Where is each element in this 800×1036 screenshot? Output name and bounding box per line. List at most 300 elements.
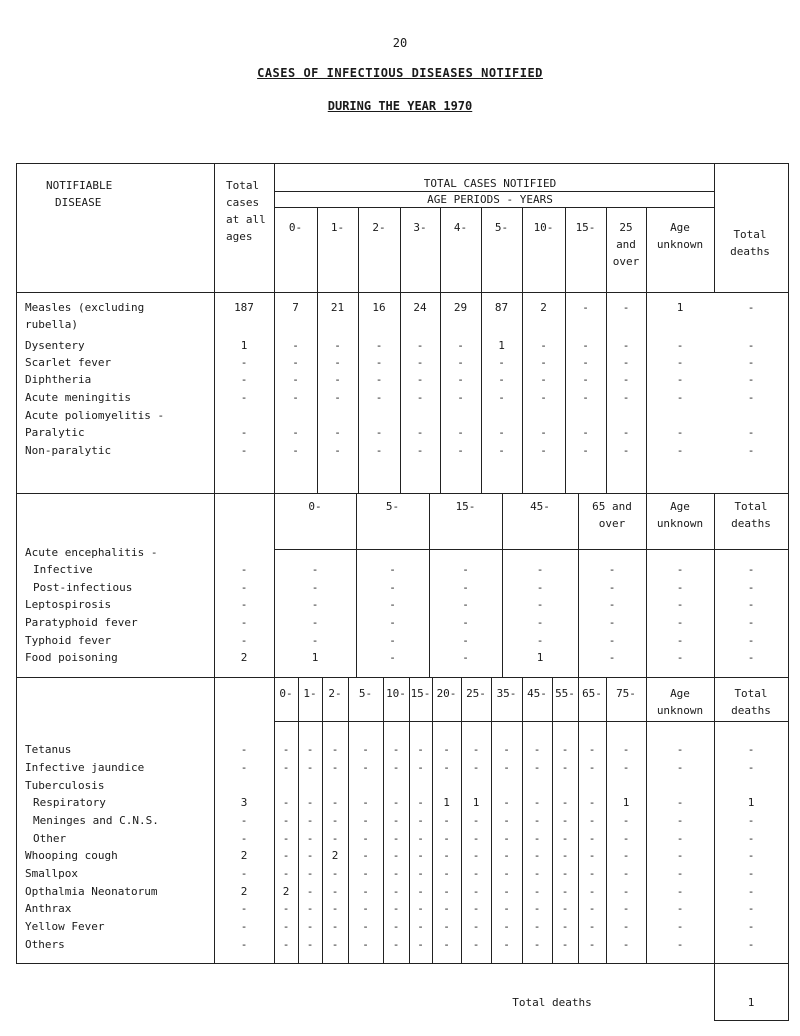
- cell-value: -: [533, 832, 541, 845]
- cell-value: -: [306, 902, 314, 915]
- age-group-header: 20-: [436, 687, 457, 700]
- cell-value: 7: [292, 301, 299, 314]
- cell-value: -: [306, 938, 314, 951]
- cell-value: -: [676, 373, 684, 386]
- cell-value: -: [334, 356, 341, 369]
- cell-value: -: [392, 743, 400, 756]
- cell-value: -: [443, 832, 450, 845]
- cell-value: 1: [472, 796, 480, 809]
- cell-value: -: [540, 356, 547, 369]
- cell-value: -: [533, 902, 541, 915]
- rule: [714, 163, 715, 293]
- total-cases: 2: [240, 885, 248, 898]
- cell-value: -: [331, 902, 339, 915]
- cell-value: 2: [540, 301, 547, 314]
- cell-value: -: [622, 426, 630, 439]
- cell-value: -: [417, 849, 424, 862]
- cell-value: -: [747, 832, 755, 845]
- cell-value: -: [608, 581, 616, 594]
- cell-value: -: [416, 444, 424, 457]
- cell-value: -: [362, 885, 369, 898]
- cell-value: -: [561, 743, 569, 756]
- cell-value: -: [608, 598, 616, 611]
- cell-value: -: [392, 920, 400, 933]
- cell-value: -: [608, 634, 616, 647]
- cell-value: -: [306, 814, 314, 827]
- cell-value: -: [457, 339, 464, 352]
- cell-value: -: [306, 849, 314, 862]
- total-cases: 187: [234, 301, 254, 314]
- total-cases: 2: [240, 849, 248, 862]
- cell-value: -: [334, 391, 341, 404]
- cell-value: -: [540, 444, 547, 457]
- cell-value: -: [608, 616, 616, 629]
- cell-value: -: [676, 444, 684, 457]
- cell-value: -: [536, 634, 544, 647]
- cell-value: -: [561, 832, 569, 845]
- cell-value: -: [392, 814, 400, 827]
- cell-value: -: [282, 938, 290, 951]
- cell-value: -: [416, 391, 424, 404]
- cell-value: -: [389, 651, 396, 664]
- cell-value: -: [292, 356, 299, 369]
- cell-value: -: [536, 563, 544, 576]
- cell-value: 2: [331, 849, 339, 862]
- total-cases: -: [240, 391, 248, 404]
- cell-value: -: [417, 832, 424, 845]
- total-cases: -: [240, 563, 248, 576]
- cell-value: -: [588, 885, 596, 898]
- cell-value: -: [622, 356, 630, 369]
- rule: [646, 677, 647, 963]
- cell-value: -: [622, 339, 630, 352]
- age-group-header: 0-: [288, 221, 303, 234]
- cell-value: -: [608, 563, 616, 576]
- cell-value: -: [306, 761, 314, 774]
- cell-value: -: [536, 616, 544, 629]
- cell-value: -: [503, 849, 510, 862]
- disease-name: Paratyphoid fever: [25, 616, 138, 629]
- total-deaths-header: deaths: [731, 517, 771, 530]
- cell-value: -: [676, 356, 684, 369]
- total-cases: 3: [240, 796, 248, 809]
- age-65-header: 65 and: [592, 500, 632, 513]
- cell-value: -: [282, 920, 290, 933]
- cell-value: -: [503, 902, 510, 915]
- cell-value: -: [331, 761, 339, 774]
- header-age-periods: AGE PERIODS - YEARS: [427, 193, 553, 206]
- cell-value: -: [375, 373, 383, 386]
- cell-value: -: [676, 832, 684, 845]
- age-unknown-header: unknown: [656, 517, 704, 530]
- age-unknown-header: Age: [670, 221, 690, 234]
- disease-name: Scarlet fever: [25, 356, 112, 369]
- cell-value: -: [331, 832, 339, 845]
- cell-value: -: [747, 867, 755, 880]
- cell-value: -: [536, 598, 544, 611]
- cell-value: -: [582, 426, 589, 439]
- cell-value: -: [389, 634, 396, 647]
- cell-value: -: [282, 832, 290, 845]
- age-unknown-header: unknown: [656, 238, 704, 251]
- cell-value: -: [503, 743, 510, 756]
- cell-value: -: [331, 814, 339, 827]
- cell-value: -: [389, 563, 396, 576]
- total-cases: -: [240, 634, 248, 647]
- header-total-cases: at all: [226, 213, 266, 226]
- disease-name: Acute encephalitis -: [25, 546, 158, 559]
- header-total-cases: cases: [226, 196, 260, 209]
- age-unknown-header: Age: [670, 687, 690, 700]
- cell-value: -: [536, 581, 544, 594]
- cell-value: -: [561, 938, 569, 951]
- total-deaths-header: Total: [734, 687, 768, 700]
- disease-name: Other: [33, 832, 67, 845]
- age-65-header: over: [598, 517, 626, 530]
- cell-value: -: [747, 339, 755, 352]
- rule: [714, 1020, 788, 1021]
- disease-name: Tuberculosis: [25, 779, 105, 792]
- cell-value: -: [676, 339, 684, 352]
- cell-value: -: [503, 832, 510, 845]
- cell-value: -: [676, 426, 684, 439]
- cell-value: -: [582, 301, 589, 314]
- cell-value: -: [362, 832, 369, 845]
- cell-value: -: [747, 651, 755, 664]
- rule: [788, 163, 789, 964]
- age-unknown-header: unknown: [656, 704, 704, 717]
- age-group-header: 45-: [530, 500, 550, 513]
- cell-value: -: [334, 444, 341, 457]
- cell-value: -: [443, 814, 450, 827]
- disease-name: Diphtheria: [25, 373, 92, 386]
- cell-value: -: [582, 444, 589, 457]
- age-25-header: over: [612, 255, 640, 268]
- cell-value: -: [311, 581, 319, 594]
- rule: [429, 493, 430, 677]
- age-25-header: 25: [619, 221, 633, 234]
- cell-value: -: [362, 796, 369, 809]
- title-line-2: DURING THE YEAR 1970: [327, 99, 473, 113]
- cell-value: -: [747, 598, 755, 611]
- cell-value: -: [311, 598, 319, 611]
- cell-value: -: [747, 885, 755, 898]
- cell-value: -: [622, 938, 630, 951]
- cell-value: -: [503, 761, 510, 774]
- cell-value: -: [747, 581, 755, 594]
- header-notifiable: NOTIFIABLE: [46, 179, 113, 192]
- age-25-header: and: [616, 238, 636, 251]
- cell-value: -: [331, 867, 339, 880]
- title-line-1: CASES OF INFECTIOUS DISEASES NOTIFIED: [257, 66, 543, 80]
- cell-value: -: [588, 849, 596, 862]
- cell-value: -: [533, 743, 541, 756]
- cell-value: -: [375, 426, 383, 439]
- disease-name: Infective: [33, 563, 93, 576]
- cell-value: -: [362, 849, 369, 862]
- cell-value: -: [676, 849, 684, 862]
- cell-value: -: [561, 867, 569, 880]
- age-unknown-header: Age: [670, 500, 690, 513]
- cell-value: -: [588, 743, 596, 756]
- cell-value: -: [417, 867, 424, 880]
- cell-value: -: [292, 426, 299, 439]
- cell-value: -: [472, 832, 480, 845]
- cell-value: -: [292, 391, 299, 404]
- cell-value: -: [498, 391, 505, 404]
- cell-value: -: [676, 814, 684, 827]
- disease-name: Dysentery: [25, 339, 85, 352]
- cell-value: -: [462, 581, 469, 594]
- cell-value: -: [362, 920, 369, 933]
- cell-value: -: [457, 426, 464, 439]
- cell-value: -: [331, 743, 339, 756]
- cell-value: -: [392, 867, 400, 880]
- cell-value: -: [747, 814, 755, 827]
- cell-value: -: [472, 761, 480, 774]
- cell-value: -: [588, 867, 596, 880]
- cell-value: -: [334, 426, 341, 439]
- cell-value: -: [503, 920, 510, 933]
- cell-value: -: [676, 867, 684, 880]
- cell-value: -: [676, 885, 684, 898]
- cell-value: -: [292, 444, 299, 457]
- cell-value: -: [747, 301, 755, 314]
- rule: [274, 549, 788, 550]
- cell-value: 1: [747, 796, 755, 809]
- cell-value: -: [362, 938, 369, 951]
- cell-value: -: [417, 743, 424, 756]
- cell-value: -: [417, 920, 424, 933]
- cell-value: -: [676, 743, 684, 756]
- cell-value: -: [331, 796, 339, 809]
- header-disease: DISEASE: [55, 196, 102, 209]
- cell-value: -: [533, 938, 541, 951]
- cell-value: -: [676, 920, 684, 933]
- cell-value: -: [462, 598, 469, 611]
- age-group-header: 15-: [455, 500, 476, 513]
- rule: [16, 963, 788, 964]
- cell-value: 1: [443, 796, 450, 809]
- cell-value: -: [392, 902, 400, 915]
- cell-value: -: [676, 796, 684, 809]
- cell-value: -: [417, 796, 424, 809]
- cell-value: -: [676, 616, 684, 629]
- cell-value: -: [416, 356, 424, 369]
- cell-value: -: [747, 761, 755, 774]
- disease-name: Typhoid fever: [25, 634, 112, 647]
- total-cases: -: [240, 832, 248, 845]
- cell-value: -: [362, 761, 369, 774]
- cell-value: -: [462, 563, 469, 576]
- cell-value: -: [417, 761, 424, 774]
- cell-value: -: [676, 902, 684, 915]
- cell-value: -: [622, 761, 630, 774]
- cell-value: -: [747, 426, 755, 439]
- disease-name: Acute poliomyelitis -: [25, 409, 165, 422]
- cell-value: -: [498, 444, 505, 457]
- total-cases: 2: [240, 651, 248, 664]
- age-group-header: 75-: [616, 687, 636, 700]
- total-cases: -: [240, 743, 248, 756]
- header-total-cases: ages: [226, 230, 253, 243]
- total-cases: -: [240, 761, 248, 774]
- header-total-deaths: deaths: [730, 245, 770, 258]
- cell-value: -: [416, 373, 424, 386]
- cell-value: -: [622, 832, 630, 845]
- cell-value: 1: [622, 796, 630, 809]
- rule: [16, 292, 788, 293]
- cell-value: -: [331, 938, 339, 951]
- cell-value: -: [533, 796, 541, 809]
- total-deaths-value: 1: [747, 996, 755, 1009]
- cell-value: -: [503, 938, 510, 951]
- rule: [16, 163, 17, 964]
- disease-name: Leptospirosis: [25, 598, 112, 611]
- disease-name: Food poisoning: [25, 651, 118, 664]
- age-group-header: 45-: [527, 687, 547, 700]
- cell-value: -: [417, 902, 424, 915]
- disease-name: Non-paralytic: [25, 444, 112, 457]
- cell-value: 29: [453, 301, 468, 314]
- cell-value: -: [457, 444, 464, 457]
- total-cases: -: [240, 426, 248, 439]
- cell-value: -: [282, 761, 290, 774]
- cell-value: -: [588, 761, 596, 774]
- cell-value: -: [362, 867, 369, 880]
- cell-value: -: [747, 743, 755, 756]
- total-cases: -: [240, 920, 248, 933]
- cell-value: -: [533, 814, 541, 827]
- cell-value: -: [472, 849, 480, 862]
- rule: [714, 963, 715, 1021]
- cell-value: -: [416, 426, 424, 439]
- cell-value: -: [747, 373, 755, 386]
- cell-value: -: [561, 761, 569, 774]
- cell-value: -: [503, 796, 510, 809]
- cell-value: -: [533, 849, 541, 862]
- cell-value: -: [392, 832, 400, 845]
- age-group-header: 15-: [575, 221, 596, 234]
- cell-value: -: [392, 885, 400, 898]
- cell-value: -: [311, 563, 319, 576]
- page-number: 20: [392, 36, 408, 50]
- cell-value: -: [540, 373, 547, 386]
- total-deaths-header: Total: [734, 500, 768, 513]
- disease-name: Tetanus: [25, 743, 72, 756]
- cell-value: 2: [282, 885, 290, 898]
- total-cases: -: [240, 598, 248, 611]
- cell-value: -: [472, 902, 480, 915]
- cell-value: -: [282, 849, 290, 862]
- cell-value: -: [392, 849, 400, 862]
- rule: [788, 963, 789, 1021]
- cell-value: -: [622, 391, 630, 404]
- cell-value: -: [389, 581, 396, 594]
- cell-value: -: [306, 920, 314, 933]
- cell-value: -: [498, 373, 505, 386]
- disease-name: Acute meningitis: [25, 391, 131, 404]
- disease-name: Infective jaundice: [25, 761, 145, 774]
- age-group-header: 65-: [582, 687, 602, 700]
- cell-value: -: [416, 339, 424, 352]
- disease-name: Respiratory: [33, 796, 106, 809]
- age-group-header: 5-: [385, 500, 400, 513]
- cell-value: -: [443, 920, 450, 933]
- cell-value: -: [472, 743, 480, 756]
- cell-value: -: [676, 563, 684, 576]
- cell-value: -: [622, 920, 630, 933]
- disease-name: Others: [25, 938, 65, 951]
- cell-value: -: [588, 832, 596, 845]
- rule: [214, 163, 215, 964]
- cell-value: -: [443, 902, 450, 915]
- total-cases: -: [240, 581, 248, 594]
- cell-value: -: [443, 849, 450, 862]
- age-group-header: 25-: [466, 687, 486, 700]
- cell-value: -: [457, 391, 464, 404]
- cell-value: -: [462, 616, 469, 629]
- cell-value: -: [331, 885, 339, 898]
- rule: [16, 163, 788, 164]
- disease-name: Post-infectious: [33, 581, 133, 594]
- cell-value: -: [306, 743, 314, 756]
- cell-value: -: [588, 902, 596, 915]
- age-group-header: 15-: [410, 687, 431, 700]
- cell-value: -: [747, 616, 755, 629]
- age-group-header: 35-: [496, 687, 517, 700]
- cell-value: -: [622, 902, 630, 915]
- cell-value: -: [582, 373, 589, 386]
- cell-value: -: [582, 356, 589, 369]
- cell-value: -: [462, 651, 469, 664]
- cell-value: -: [375, 444, 383, 457]
- cell-value: 16: [372, 301, 386, 314]
- cell-value: -: [362, 902, 369, 915]
- cell-value: -: [582, 339, 589, 352]
- cell-value: -: [582, 391, 589, 404]
- cell-value: -: [540, 426, 547, 439]
- disease-name: Anthrax: [25, 902, 72, 915]
- cell-value: -: [392, 938, 400, 951]
- cell-value: -: [362, 743, 369, 756]
- cell-value: -: [472, 920, 480, 933]
- cell-value: -: [608, 651, 616, 664]
- cell-value: -: [306, 832, 314, 845]
- cell-value: -: [392, 761, 400, 774]
- header-total-deaths: Total: [733, 228, 767, 241]
- cell-value: -: [622, 814, 630, 827]
- age-group-header: 55-: [555, 687, 575, 700]
- cell-value: -: [561, 920, 569, 933]
- cell-value: -: [472, 867, 480, 880]
- rule: [714, 493, 715, 677]
- cell-value: -: [676, 761, 684, 774]
- rule: [16, 677, 788, 678]
- age-group-header: 1-: [330, 221, 345, 234]
- cell-value: 1: [676, 301, 684, 314]
- disease-name: Paralytic: [25, 426, 85, 439]
- cell-value: -: [375, 339, 383, 352]
- disease-name: Smallpox: [25, 867, 78, 880]
- cell-value: -: [443, 743, 450, 756]
- cell-value: -: [334, 339, 341, 352]
- cell-value: -: [588, 920, 596, 933]
- cell-value: -: [417, 814, 424, 827]
- rule: [274, 191, 714, 192]
- cell-value: -: [472, 814, 480, 827]
- age-group-header: 10-: [533, 221, 554, 234]
